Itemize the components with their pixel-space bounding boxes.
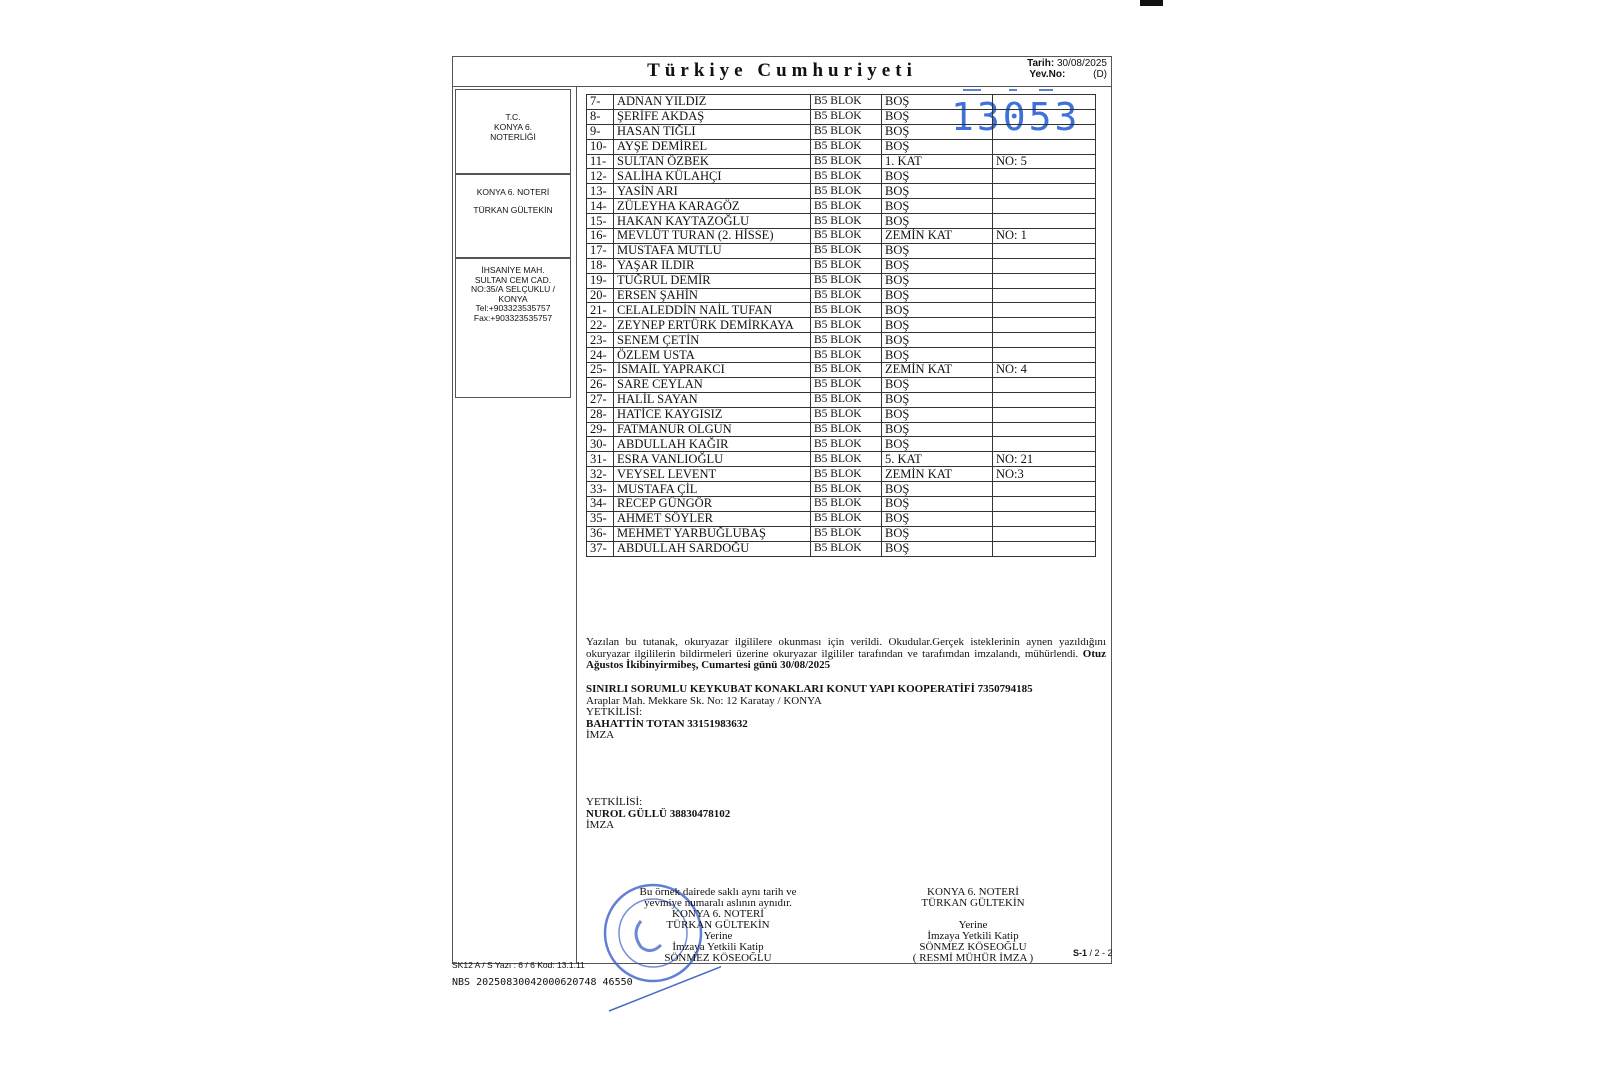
notary-name-box [455,174,571,258]
cell-kapi: NO: 4 [993,363,1096,378]
stamp-dash [1039,89,1053,91]
table-row [587,199,1096,214]
notary-block-line: ( RESMİ MÜHÜR İMZA ) [912,952,1034,964]
cell-kapi [993,214,1096,229]
cell-name: TUĞRUL DEMİR [614,273,811,288]
cell-blok: B5 BLOK [811,482,882,497]
cell-name: ESRA VANLIOĞLU [614,452,811,467]
cell-no: 25- [587,363,614,378]
date-label: Tarih: [1027,58,1055,69]
cell-blok: B5 BLOK [811,318,882,333]
cell-kapi [993,333,1096,348]
cell-kat: BOŞ [882,258,993,273]
cell-name: HALİL SAYAN [614,392,811,407]
cell-blok: B5 BLOK [811,377,882,392]
table-row [587,511,1096,526]
cell-kapi [993,437,1096,452]
cell-kat: BOŞ [882,184,993,199]
cell-no: 14- [587,199,614,214]
address-line: Fax:+903323535757 [473,312,553,323]
cell-blok: B5 BLOK [811,95,882,110]
cell-no: 36- [587,526,614,541]
cell-kat: BOŞ [882,199,993,214]
cell-name: HASAN TIĞLI [614,124,811,139]
cell-name: AYŞE DEMİREL [614,139,811,154]
address-line: SULTAN CEM CAD. [474,274,552,285]
cell-no: 28- [587,407,614,422]
cell-blok: B5 BLOK [811,184,882,199]
second-signer-block [586,797,730,832]
table-row [587,377,1096,392]
table-row [587,452,1096,467]
cell-no: 23- [587,333,614,348]
cell-no: 34- [587,497,614,512]
cell-blok: B5 BLOK [811,214,882,229]
header-meta [1027,58,1107,80]
cooperative-address: Araplar Mah. Mekkare Sk. No: 12 Karatay / KONYA [586,694,822,707]
cell-name: ŞERİFE AKDAŞ [614,109,811,124]
cell-kat: 5. KAT [882,452,993,467]
table-row [587,348,1096,363]
page-indicator [1073,948,1113,958]
cell-no: 27- [587,392,614,407]
cooperative-person: BAHATTİN TOTAN 33151983632 [586,717,748,730]
cell-name: İSMAİL YAPRAKCI [614,363,811,378]
cell-kat: ZEMİN KAT [882,229,993,244]
cell-kapi [993,184,1096,199]
document-title: Türkiye Cumhuriyeti [647,60,917,81]
cert-line: Bu örnek dairede saklı aynı tarih ve [639,886,797,898]
cell-blok: B5 BLOK [811,333,882,348]
cell-name: MEVLÜT TURAN (2. HİSSE) [614,229,811,244]
table-row [587,497,1096,512]
cell-no: 24- [587,348,614,363]
owners-table [586,94,1096,557]
cell-kat: BOŞ [882,377,993,392]
cell-no: 35- [587,511,614,526]
cell-blok: B5 BLOK [811,497,882,512]
date-value: 30/08/2025 [1056,58,1107,69]
cell-kapi [993,482,1096,497]
cell-kat: BOŞ [882,273,993,288]
table-row [587,243,1096,258]
cell-name: SALİHA KÜLAHÇI [614,169,811,184]
cell-no: 12- [587,169,614,184]
cell-name: HATİCE KAYGISIZ [614,407,811,422]
cell-blok: B5 BLOK [811,154,882,169]
cell-no: 30- [587,437,614,452]
table-row [587,407,1096,422]
cell-kapi [993,288,1096,303]
cell-blok: B5 BLOK [811,229,882,244]
cell-kapi [993,348,1096,363]
notary-office-box [455,89,571,174]
cell-kat: BOŞ [882,243,993,258]
second-signer-sign: İMZA [586,819,615,831]
cell-kapi [993,199,1096,214]
table-row [587,95,1096,110]
cell-kat: BOŞ [882,214,993,229]
notary-block-line: TÜRKAN GÜLTEKİN [921,897,1025,909]
cell-kapi [993,95,1096,110]
table-row [587,303,1096,318]
cell-kat: BOŞ [882,95,993,110]
table-row [587,139,1096,154]
cell-kat: BOŞ [882,422,993,437]
cell-blok: B5 BLOK [811,422,882,437]
cell-kat: BOŞ [882,437,993,452]
notary-document-page [452,56,1112,964]
second-signer-person: NUROL GÜLLÜ 38830478102 [586,807,731,820]
cell-name: ABDULLAH SARDOĞU [614,541,811,556]
cell-kat: BOŞ [882,139,993,154]
document-header [453,57,1111,87]
cell-name: YASİN ARI [614,184,811,199]
cell-kat: BOŞ [882,124,993,139]
table-row [587,467,1096,482]
page-prefix: S-1 [1073,948,1088,958]
cert-line: İmzaya Yetkili Katip [672,941,764,953]
cell-blok: B5 BLOK [811,437,882,452]
notary-line: TÜRKAN GÜLTEKİN [473,205,553,215]
cert-line: KONYA 6. NOTERİ [672,908,764,920]
cell-name: ÖZLEM USTA [614,348,811,363]
table-row [587,318,1096,333]
cell-no: 31- [587,452,614,467]
nbs-value: 20250830042000620748 46550 [476,977,633,988]
stamp-dash [1009,89,1017,91]
cell-name: MUSTAFA MUTLU [614,243,811,258]
cell-name: ADNAN YILDIZ [614,95,811,110]
cell-blok: B5 BLOK [811,243,882,258]
cell-kapi: NO: 1 [993,229,1096,244]
cell-blok: B5 BLOK [811,258,882,273]
cell-kapi [993,541,1096,556]
page-suffix: / 2 - 2 [1089,948,1113,958]
cell-no: 15- [587,214,614,229]
notary-block-line: İmzaya Yetkili Katip [927,930,1019,942]
cell-blok: B5 BLOK [811,452,882,467]
cell-kat: BOŞ [882,392,993,407]
cell-no: 20- [587,288,614,303]
notary-address-box [455,258,571,398]
cell-name: MUSTAFA ÇİL [614,482,811,497]
cell-no: 32- [587,467,614,482]
cell-no: 10- [587,139,614,154]
cell-name: CELALEDDİN NAİL TUFAN [614,303,811,318]
address-line: İHSANİYE MAH. [481,265,545,275]
statement-text: Yazılan bu tutanak, okuryazar ilgililere okunması için verildi. Okudular.Gerçek isteklerinin aynen yazıldığını okuryazar ilgililerin bildirmeleri üzerine okuryazar ilgililer tarafından ve tarafımdan imzalandı, mühürlendi. [586,636,1106,660]
cell-no: 17- [587,243,614,258]
cell-no: 16- [587,229,614,244]
cell-name: VEYSEL LEVENT [614,467,811,482]
cell-no: 9- [587,124,614,139]
cell-kapi: NO: 21 [993,452,1096,467]
cell-name: ERSEN ŞAHİN [614,288,811,303]
cooperative-block [586,684,1033,742]
cooperative-sign: İMZA [586,729,615,741]
cell-no: 21- [587,303,614,318]
office-line: KONYA 6. [493,122,533,132]
cell-kat: 1. KAT [882,154,993,169]
cell-kapi: NO:3 [993,467,1096,482]
cell-kapi [993,407,1096,422]
cell-no: 19- [587,273,614,288]
notary-block-line: SÖNMEZ KÖSEOĞLU [919,941,1027,953]
cell-name: MEHMET YARBUĞLUBAŞ [614,526,811,541]
table-row [587,214,1096,229]
yev-label: Yev.No: [1029,69,1066,80]
cell-kat: BOŞ [882,109,993,124]
table-row [587,526,1096,541]
notary-line: KONYA 6. NOTERİ [476,187,550,197]
notary-block-line: KONYA 6. NOTERİ [927,886,1019,898]
table-row [587,333,1096,348]
table-row [587,541,1096,556]
table-row [587,258,1096,273]
cell-blok: B5 BLOK [811,139,882,154]
cell-blok: B5 BLOK [811,467,882,482]
cooperative-role: YETKİLİSİ: [586,706,643,718]
cell-kapi [993,392,1096,407]
cell-kat: BOŞ [882,288,993,303]
table-row [587,184,1096,199]
cell-kat: BOŞ [882,497,993,512]
cell-kat: BOŞ [882,169,993,184]
cell-no: 37- [587,541,614,556]
cell-kapi [993,422,1096,437]
cell-no: 22- [587,318,614,333]
cell-name: ZEYNEP ERTÜRK DEMİRKAYA [614,318,811,333]
certification-block [628,887,808,964]
cell-blok: B5 BLOK [811,199,882,214]
scan-corner-mark [1140,0,1163,6]
table-row [587,422,1096,437]
table-row [587,273,1096,288]
cell-name: HAKAN KAYTAZOĞLU [614,214,811,229]
cell-blok: B5 BLOK [811,511,882,526]
nbs-label: NBS [452,977,471,988]
table-row [587,392,1096,407]
cell-blok: B5 BLOK [811,288,882,303]
cell-no: 18- [587,258,614,273]
cell-blok: B5 BLOK [811,273,882,288]
address-line: KONYA [498,293,528,304]
cell-no: 11- [587,154,614,169]
statement-paragraph [586,637,1106,672]
cell-blok: B5 BLOK [811,124,882,139]
table-row [587,169,1096,184]
cell-name: ZÜLEYHA KARAGÖZ [614,199,811,214]
blue-number-stamp: 13053 [951,95,1081,139]
address-line: Tel:+903323535757 [475,303,551,313]
cert-line: Yerine [703,930,733,942]
cell-kapi [993,303,1096,318]
cell-no: 29- [587,422,614,437]
cooperative-name: SINIRLI SORUMLU KEYKUBAT KONAKLARI KONUT YAPI KOOPERATİFİ 7350794185 [586,683,1033,695]
cell-no: 26- [587,377,614,392]
cell-name: FATMANUR OLGUN [614,422,811,437]
cell-kapi [993,526,1096,541]
cell-kapi [993,497,1096,512]
cell-blok: B5 BLOK [811,363,882,378]
table-row [587,288,1096,303]
cell-kat: ZEMİN KAT [882,363,993,378]
table-row [587,124,1096,139]
table-row [587,109,1096,124]
cell-blok: B5 BLOK [811,109,882,124]
cell-kat: BOŞ [882,348,993,363]
table-row [587,482,1096,497]
second-signer-role: YETKİLİSİ: [586,796,643,808]
cell-kapi: NO: 5 [993,154,1096,169]
cell-kat: BOŞ [882,303,993,318]
cell-blok: B5 BLOK [811,348,882,363]
cell-no: 8- [587,109,614,124]
table-row [587,229,1096,244]
office-line: NOTERLİĞİ [490,132,536,142]
cell-kapi [993,109,1096,124]
cell-kat: BOŞ [882,318,993,333]
cell-blok: B5 BLOK [811,526,882,541]
cell-kat: ZEMİN KAT [882,467,993,482]
cert-line: SÖNMEZ KÖSEOĞLU [664,952,772,964]
left-panel [453,86,577,963]
cell-kat: BOŞ [882,407,993,422]
stamp-dash [963,89,981,91]
cell-name: SULTAN ÖZBEK [614,154,811,169]
statement-date: Otuz Ağustos İkibinyirmibeş, Cumartesi günü 30/08/2025 [586,647,1107,671]
cell-name: ABDULLAH KAĞIR [614,437,811,452]
cell-blok: B5 BLOK [811,407,882,422]
table-row [587,363,1096,378]
cell-name: SARE CEYLAN [614,377,811,392]
form-code: SK12 A / S Yazı : 6 / 6 Kod: 13.1.11 [452,960,585,970]
cell-name: SENEM ÇETİN [614,333,811,348]
cell-kat: BOŞ [882,333,993,348]
cell-kapi [993,377,1096,392]
cell-kapi [993,258,1096,273]
cell-no: 13- [587,184,614,199]
cell-name: AHMET SÖYLER [614,511,811,526]
cell-kat: BOŞ [882,511,993,526]
cell-kapi [993,318,1096,333]
table-row [587,437,1096,452]
cell-blok: B5 BLOK [811,303,882,318]
cell-kapi [993,273,1096,288]
office-line: T.C. [505,112,521,122]
table-row [587,154,1096,169]
footer-codes [452,957,633,991]
cell-kapi [993,124,1096,139]
address-line: NO:35/A SELÇUKLU / [470,284,556,294]
cell-blok: B5 BLOK [811,169,882,184]
cell-kat: BOŞ [882,526,993,541]
cell-name: YAŞAR ILDIR [614,258,811,273]
cell-kapi [993,243,1096,258]
cert-line: TÜRKAN GÜLTEKİN [666,919,770,931]
cell-blok: B5 BLOK [811,392,882,407]
cert-line: yevmiye numaralı aslının aynıdır. [644,897,792,909]
cell-kapi [993,139,1096,154]
cell-no: 7- [587,95,614,110]
notary-block-line: Yerine [958,919,988,931]
cell-kat: BOŞ [882,482,993,497]
yev-value: (D) [1093,69,1107,80]
cell-kapi [993,169,1096,184]
cell-blok: B5 BLOK [811,541,882,556]
notary-signature-block [893,887,1053,964]
cell-kat: BOŞ [882,541,993,556]
cell-name: RECEP GÜNGÖR [614,497,811,512]
cell-no: 33- [587,482,614,497]
cell-kapi [993,511,1096,526]
